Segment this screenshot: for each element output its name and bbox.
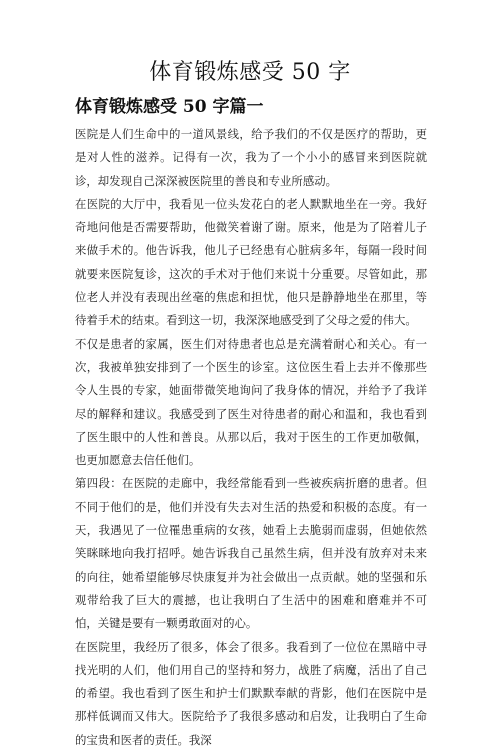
paragraph: 不仅是患者的家属，医生们对待患者也总是充满着耐心和关心。有一次，我被单独安排到了一个医生的诊室。这位医生看上去并不像那些令人生畏的专家，她面带微笑地询问了我身体的情况，并给予了我详尽的解释和建议。我感受到了医生对待患者的耐心和温和，我也看到了医生眼中的人性和善良。从那以后，我对于医生的工作更加敬佩，也更加愿意去信任他们。 (75, 336, 427, 468)
paragraph: 在医院里，我经历了很多，体会了很多。我看到了一位位在黑暗中寻找光明的人们，他们用自己的坚持和努力，战胜了病魔，活出了自己的希望。我也看到了医生和护士们默默奉献的背影，他们在医院中是那样低调而又伟大。医院给予了我很多感动和启发，让我明白了生命的宝贵和医者的责任。我深 (75, 639, 427, 747)
paragraph: 第四段：在医院的走廊中，我经常能看到一些被疾病折磨的患者。但不同于他们的是，他们并没有失去对生活的热爱和积极的态度。有一天，我遇见了一位罹患重病的女孩，她看上去脆弱而虚弱，但她依然笑眯眯地向我打招呼。她告诉我自己虽然生病，但并没有放弃对未来的向往，她希望能够尽快康复并为社会做出一点贡献。她的坚强和乐观带给我了巨大的震撼，也让我明白了生活中的困难和磨难并不可怕，关键是要有一颗勇敢面对的心。 (75, 476, 427, 631)
section-heading: 体育锻炼感受 50 字篇一 (75, 97, 264, 117)
paragraph: 医院是人们生命中的一道风景线，给予我们的不仅是医疗的帮助，更是对人性的滋养。记得有一次，我为了一个小小的感冒来到医院就诊，却发现自己深深被医院里的善良和专业所感动。 (75, 127, 427, 188)
document-title: 体育锻炼感受 50 字 (149, 60, 351, 85)
paragraph: 在医院的大厅中，我看见一位头发花白的老人默默地坐在一旁。我好奇地问他是否需要帮助，他微笑着谢了谢。原来，他是为了陪着儿子来做手术的。他告诉我，他儿子已经患有心脏病多年，每隔一段时间就要来医院复诊，这次的手术对于他们来说十分重要。尽管如此，那位老人并没有表现出丝毫的焦虑和担忧，他只是静静地坐在那里，等待着手术的结束。看到这一切，我深深地感受到了父母之爱的伟大。 (75, 196, 427, 328)
document-body (75, 123, 427, 752)
